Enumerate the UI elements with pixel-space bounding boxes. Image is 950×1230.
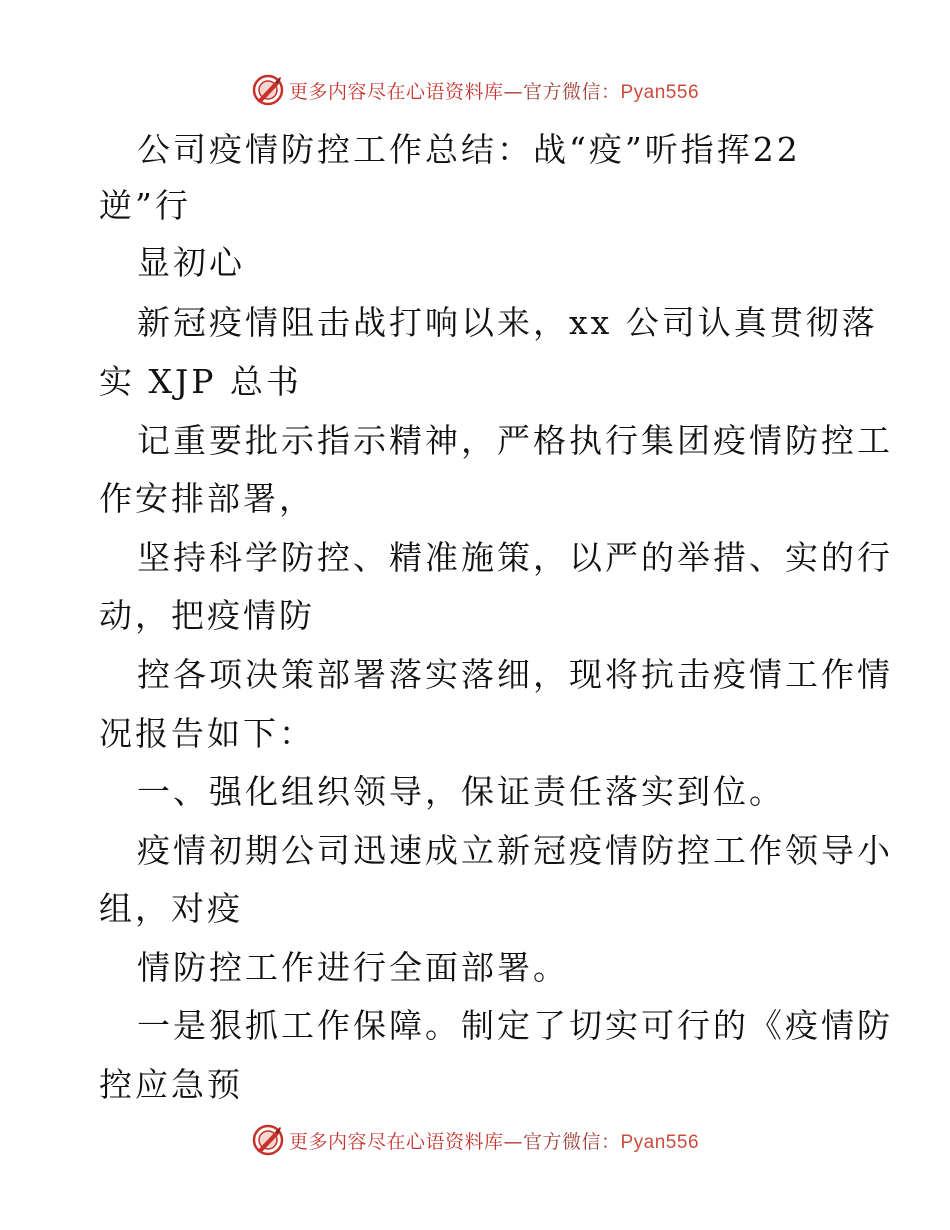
doc-line: 控各项决策部署落实落细，现将抗击疫情工作情 (137, 655, 893, 694)
doc-line: 一是狠抓工作保障。制定了切实可行的《疫情防 (137, 1006, 893, 1045)
watermark-dash: — (503, 80, 523, 103)
doc-title-line-1: 公司疫情防控工作总结：战“疫”听指挥22 (137, 130, 801, 169)
watermark-wechat-id: Pyan556 (620, 1131, 700, 1153)
watermark-text (289, 1127, 699, 1154)
doc-line: 控应急预 (99, 1065, 243, 1104)
doc-line: 实 XJP 总书 (99, 362, 302, 401)
doc-line: 新冠疫情阻击战打响以来，xx 公司认真贯彻落 (137, 303, 878, 342)
watermark-wechat-label: 官方微信： (522, 1130, 621, 1153)
watermark-dash: — (503, 1130, 523, 1153)
doc-line: 显初心 (137, 243, 245, 282)
doc-line: 作安排部署， (99, 479, 315, 518)
doc-line: 记重要批示指示精神，严格执行集团疫情防控工 (137, 421, 893, 460)
doc-line: 情防控工作进行全面部署。 (137, 948, 569, 987)
watermark-main: 更多内容尽在心语资料库 (288, 80, 504, 103)
section-heading: 一、强化组织领导，保证责任落实到位。 (137, 772, 785, 811)
quill-seal-icon (251, 1123, 285, 1157)
doc-line: 动，把疫情防 (99, 596, 315, 635)
doc-title-line-2: 逆”行 (99, 186, 191, 225)
watermark-wechat-id: Pyan556 (620, 81, 700, 103)
doc-line: 组，对疫 (99, 889, 243, 928)
doc-line: 况报告如下： (99, 714, 315, 753)
footer-watermark (0, 1120, 950, 1160)
doc-line: 疫情初期公司迅速成立新冠疫情防控工作领导小 (137, 831, 893, 870)
doc-line: 坚持科学防控、精准施策，以严的举措、实的行 (137, 538, 893, 577)
watermark-main: 更多内容尽在心语资料库 (288, 1130, 504, 1153)
watermark-wechat-label: 官方微信： (522, 80, 621, 103)
